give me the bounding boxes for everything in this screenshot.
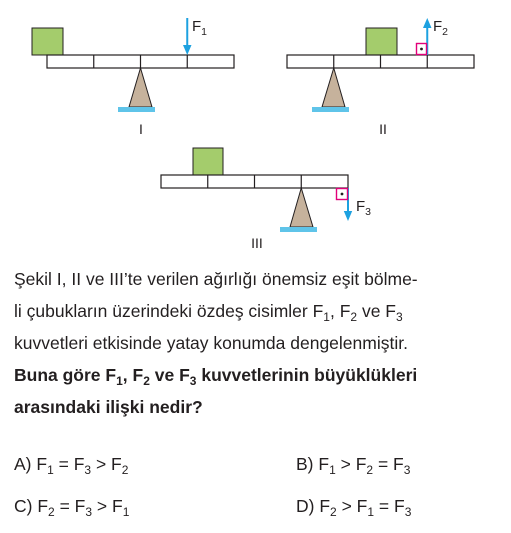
lever-bar <box>161 175 348 188</box>
option-d[interactable]: D) $F_2 > F_1 = F_3$ <box>296 496 412 519</box>
force-arrow-up <box>423 18 432 55</box>
lever-bar <box>47 55 234 68</box>
fulcrum <box>129 68 152 107</box>
block <box>32 28 63 55</box>
option-c[interactable]: C) $F_2 = F_3 > F_1$ <box>14 496 130 519</box>
block <box>193 148 223 175</box>
force-label-f2: $F_2$ <box>433 18 449 38</box>
problem-line-1: Şekil I, II ve III’te verilen ağırlığı önemsiz eşit bölme- <box>14 269 418 289</box>
problem-line-2: li çubukların üzerindeki özdeş cisimler $F_1$, $F_2$ ve $F_3$ <box>14 301 403 324</box>
question-line-2: arasındaki ilişki nedir? <box>14 397 203 417</box>
figure-2 <box>287 18 474 137</box>
right-angle-mark <box>417 44 427 55</box>
figure-3 <box>161 148 371 251</box>
figure-label-2: II <box>379 121 387 137</box>
lever-bar <box>287 55 474 68</box>
problem-line-3: kuvvetleri etkisinde yatay konumda dengelenmiştir. <box>14 333 408 353</box>
force-label-f1: $F_1$ <box>192 18 208 38</box>
figure-1 <box>32 18 234 137</box>
figure-label-1: I <box>139 121 143 137</box>
block <box>366 28 397 55</box>
fulcrum <box>322 68 345 107</box>
figure-label-3: III <box>251 235 263 251</box>
fulcrum-base <box>312 107 349 112</box>
fulcrum-base <box>280 227 317 232</box>
option-b[interactable]: B) $F_1 > F_2 = F_3$ <box>296 454 411 477</box>
fulcrum-base <box>118 107 155 112</box>
force-arrow-down <box>183 18 192 55</box>
fulcrum <box>290 188 313 227</box>
force-label-f3: $F_3$ <box>356 198 372 218</box>
question-line-1: Buna göre $F_1$, $F_2$ ve $F_3$ kuvvetlerinin büyüklükleri <box>14 365 418 388</box>
right-angle-mark <box>337 189 348 200</box>
option-a[interactable]: A) $F_1 = F_3 > F_2$ <box>14 454 129 477</box>
lever-figures <box>0 0 511 255</box>
